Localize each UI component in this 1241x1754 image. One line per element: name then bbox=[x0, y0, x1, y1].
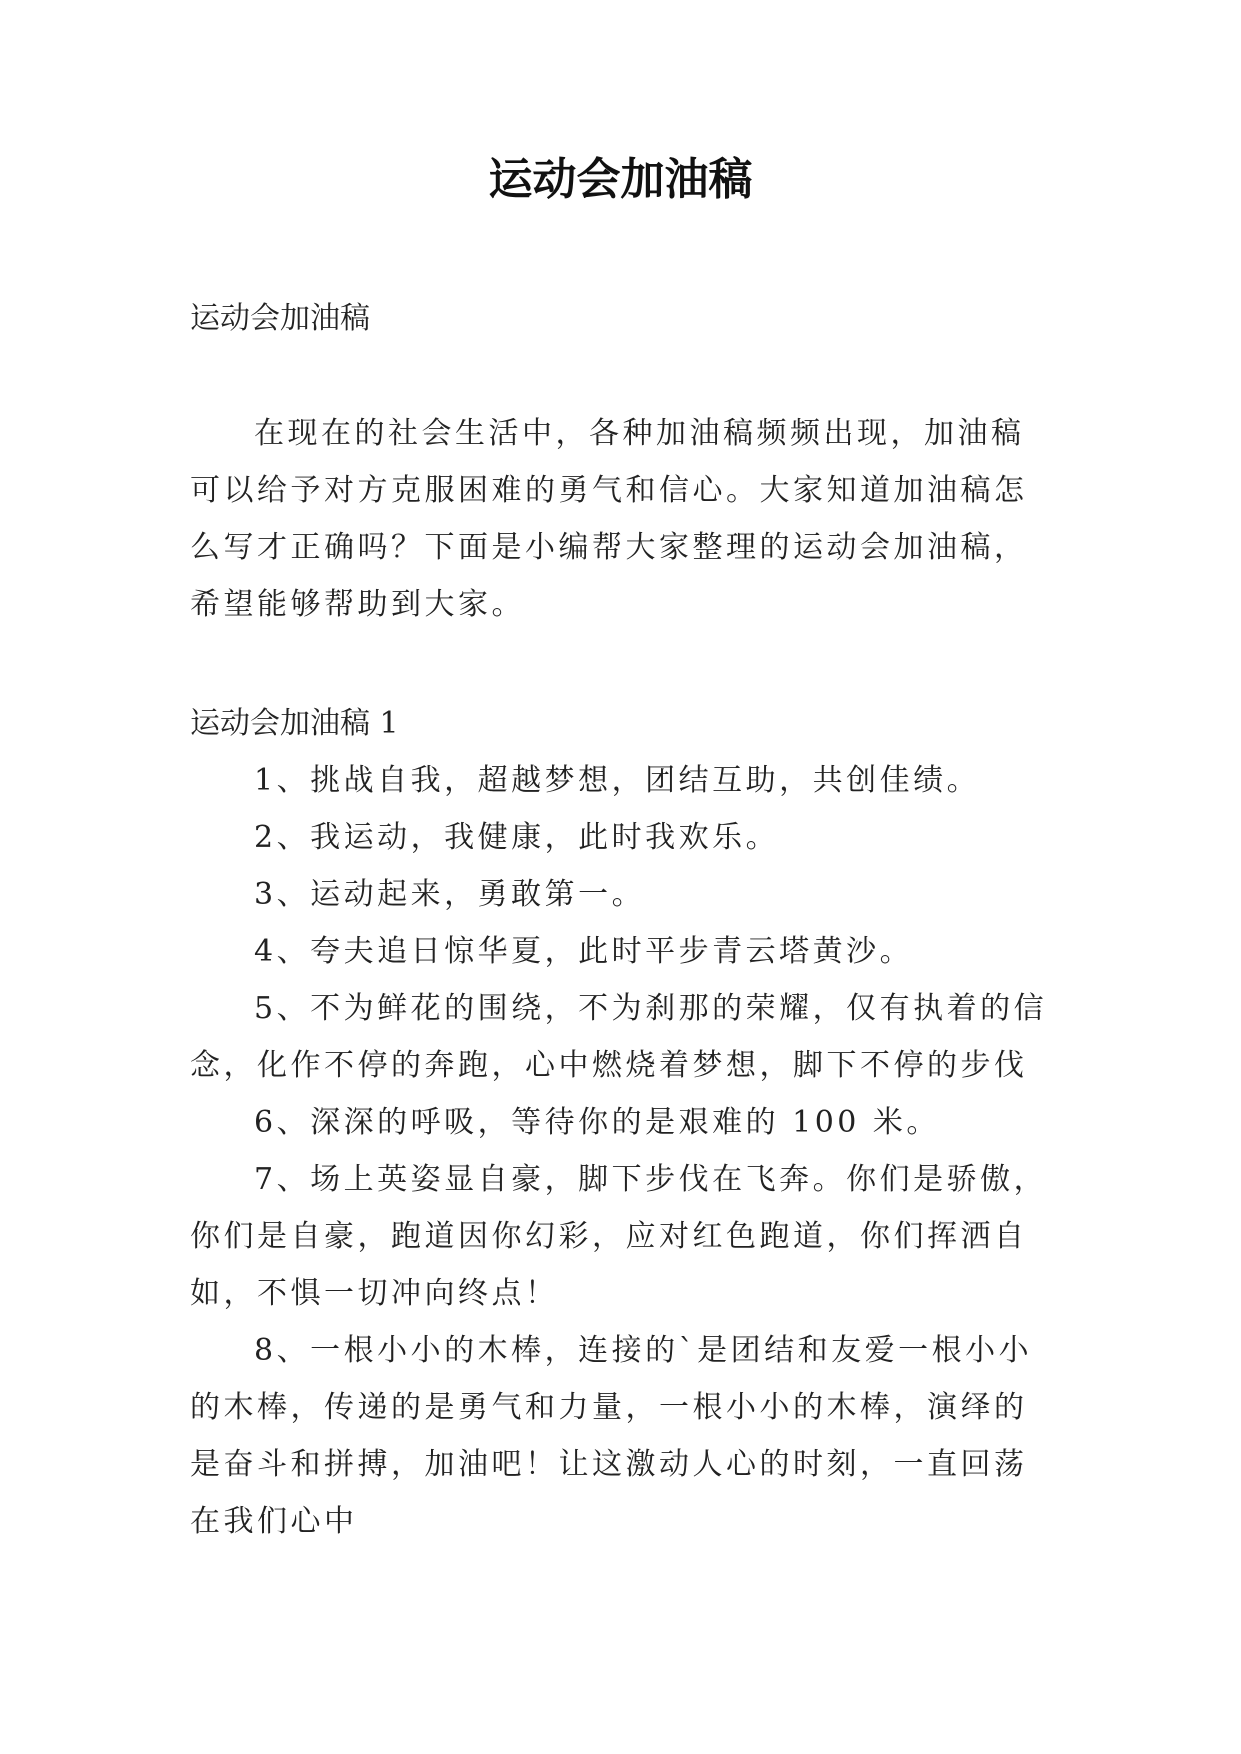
slogan-item: 1、挑战自我，超越梦想，团结互助，共创佳绩。 bbox=[254, 763, 981, 798]
document-subtitle: 运动会加油稿 bbox=[190, 301, 370, 336]
slogan-item: 3、运动起来，勇敢第一。 bbox=[254, 877, 646, 912]
slogan-item: 6、深深的呼吸，等待你的是艰难的 100 米。 bbox=[254, 1105, 940, 1140]
slogan-item: 7、场上英姿显自豪，脚下步伐在飞奔。你们是骄傲，你们是自豪，跑道因你幻彩，应对红色跑道，你们挥洒自如，不惧一切冲向终点！ bbox=[190, 1162, 1048, 1311]
intro-paragraph: 在现在的社会生活中，各种加油稿频频出现，加油稿可以给予对方克服困难的勇气和信心。大家知道加油稿怎么写才正确吗？下面是小编帮大家整理的运动会加油稿，希望能够帮助到大家。 bbox=[190, 416, 1028, 622]
section-heading: 运动会加油稿 1 bbox=[190, 706, 399, 741]
slogan-item: 2、我运动，我健康，此时我欢乐。 bbox=[254, 820, 780, 855]
slogan-item: 4、夸夫追日惊华夏，此时平步青云塔黄沙。 bbox=[254, 934, 914, 969]
slogan-item: 5、不为鲜花的围绕，不为刹那的荣耀，仅有执着的信念，化作不停的奔跑，心中燃烧着梦想，脚下不停的步伐 bbox=[190, 991, 1048, 1083]
slogan-item: 8、一根小小的木棒，连接的`是团结和友爱一根小小的木棒，传递的是勇气和力量，一根小小的木棒，演绎的是奋斗和拼搏，加油吧！让这激动人心的时刻，一直回荡在我们心中 bbox=[190, 1333, 1033, 1539]
slogan-list bbox=[190, 752, 1050, 1550]
document-title: 运动会加油稿 bbox=[488, 154, 753, 205]
